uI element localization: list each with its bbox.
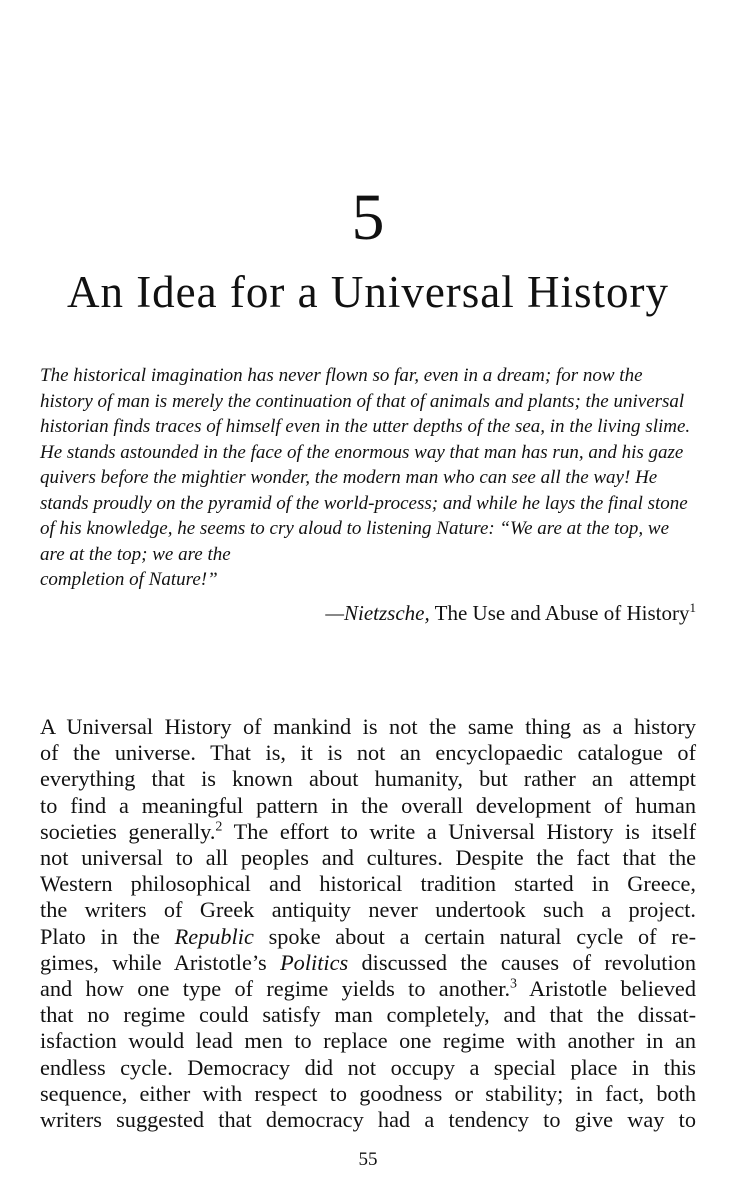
footnote-marker: 2 [215, 819, 223, 835]
attribution-author: —Nietzsche, [325, 601, 430, 625]
body-text-span: discussed the causes of revolution [348, 949, 696, 975]
body-line: everything that is known about humanity, but rather an attempt [40, 766, 696, 792]
body-line: isfaction would lead men to replace one regime with another in an [40, 1028, 696, 1054]
body-text-span: Aristotle believed [517, 976, 696, 1002]
epigraph-line: universal historian finds traces of himself even in the utter depths of the sea, in [40, 390, 685, 437]
body-line: of the universe. That is, it is not an encyclopaedic catalogue of [40, 740, 696, 766]
body-paragraph [40, 714, 696, 1133]
body-line [40, 976, 696, 1002]
chapter-number: 5 [351, 181, 385, 254]
body-line: endless cycle. Democracy did not occupy a special place in this [40, 1054, 696, 1080]
epigraph-line: The historical imagination has never flown so far, even in a dream; for now [40, 365, 615, 386]
chapter-title: An Idea for a Universal History [66, 267, 670, 317]
body-line [40, 924, 696, 950]
body-text-span: societies generally. [40, 818, 216, 844]
epigraph-line: the living slime. He stands astounded in the face of the enormous way that [40, 416, 691, 463]
work-title: Politics [280, 949, 349, 975]
epigraph-line: completion of Nature!” [40, 569, 218, 590]
epigraph [40, 363, 696, 593]
work-title: Republic [174, 923, 254, 949]
body-line [40, 819, 696, 845]
epigraph-line: world-process; and while he lays the final stone of his knowledge, he seems to [40, 492, 688, 539]
body-text-span: The effort to write a Universal History is itself [222, 818, 696, 844]
footnote-marker: 1 [689, 600, 696, 615]
body-text-span: spoke about a certain natural cycle of re- [253, 923, 696, 949]
body-line: the writers of Greek antiquity never undertook such a project. [40, 897, 696, 923]
body-line: A Universal History of mankind is not the same thing as a history [40, 714, 696, 739]
epigraph-line: cry aloud to listening Nature: “We are at the top, we are at the top; we are the [40, 518, 670, 565]
body-line: sequence, either with respect to goodness or stability; in fact, both [40, 1080, 696, 1106]
attribution-work: The Use and Abuse of History [434, 601, 690, 625]
epigraph-line: the history of man is merely the continuation of that of animals and plants; the [40, 365, 643, 412]
epigraph-line: man has run, and his gaze quivers before the mightier wonder, the modern [40, 441, 684, 488]
footnote-marker: 3 [510, 976, 518, 992]
body-line: writers suggested that democracy had a tendency to give way to [40, 1107, 696, 1133]
body-line: not universal to all peoples and cultures. Despite the fact that the [40, 845, 696, 871]
epigraph-line: man who can see all the way! He stands proudly on the pyramid of the [40, 467, 658, 514]
body-text-span: and how one type of regime yields to another. [40, 976, 511, 1002]
epigraph-attribution [325, 600, 696, 625]
body-text-span: gimes, while Aristotle’s [40, 949, 281, 975]
body-line: to find a meaningful pattern in the overall development of human [40, 792, 696, 818]
body-line: Western philosophical and historical tradition started in Greece, [40, 871, 696, 897]
body-line: that no regime could satisfy man completely, and that the dissat- [40, 1002, 696, 1028]
page-number: 55 [358, 1149, 378, 1170]
body-text-span: Plato in the [40, 923, 175, 949]
body-line [40, 950, 696, 976]
